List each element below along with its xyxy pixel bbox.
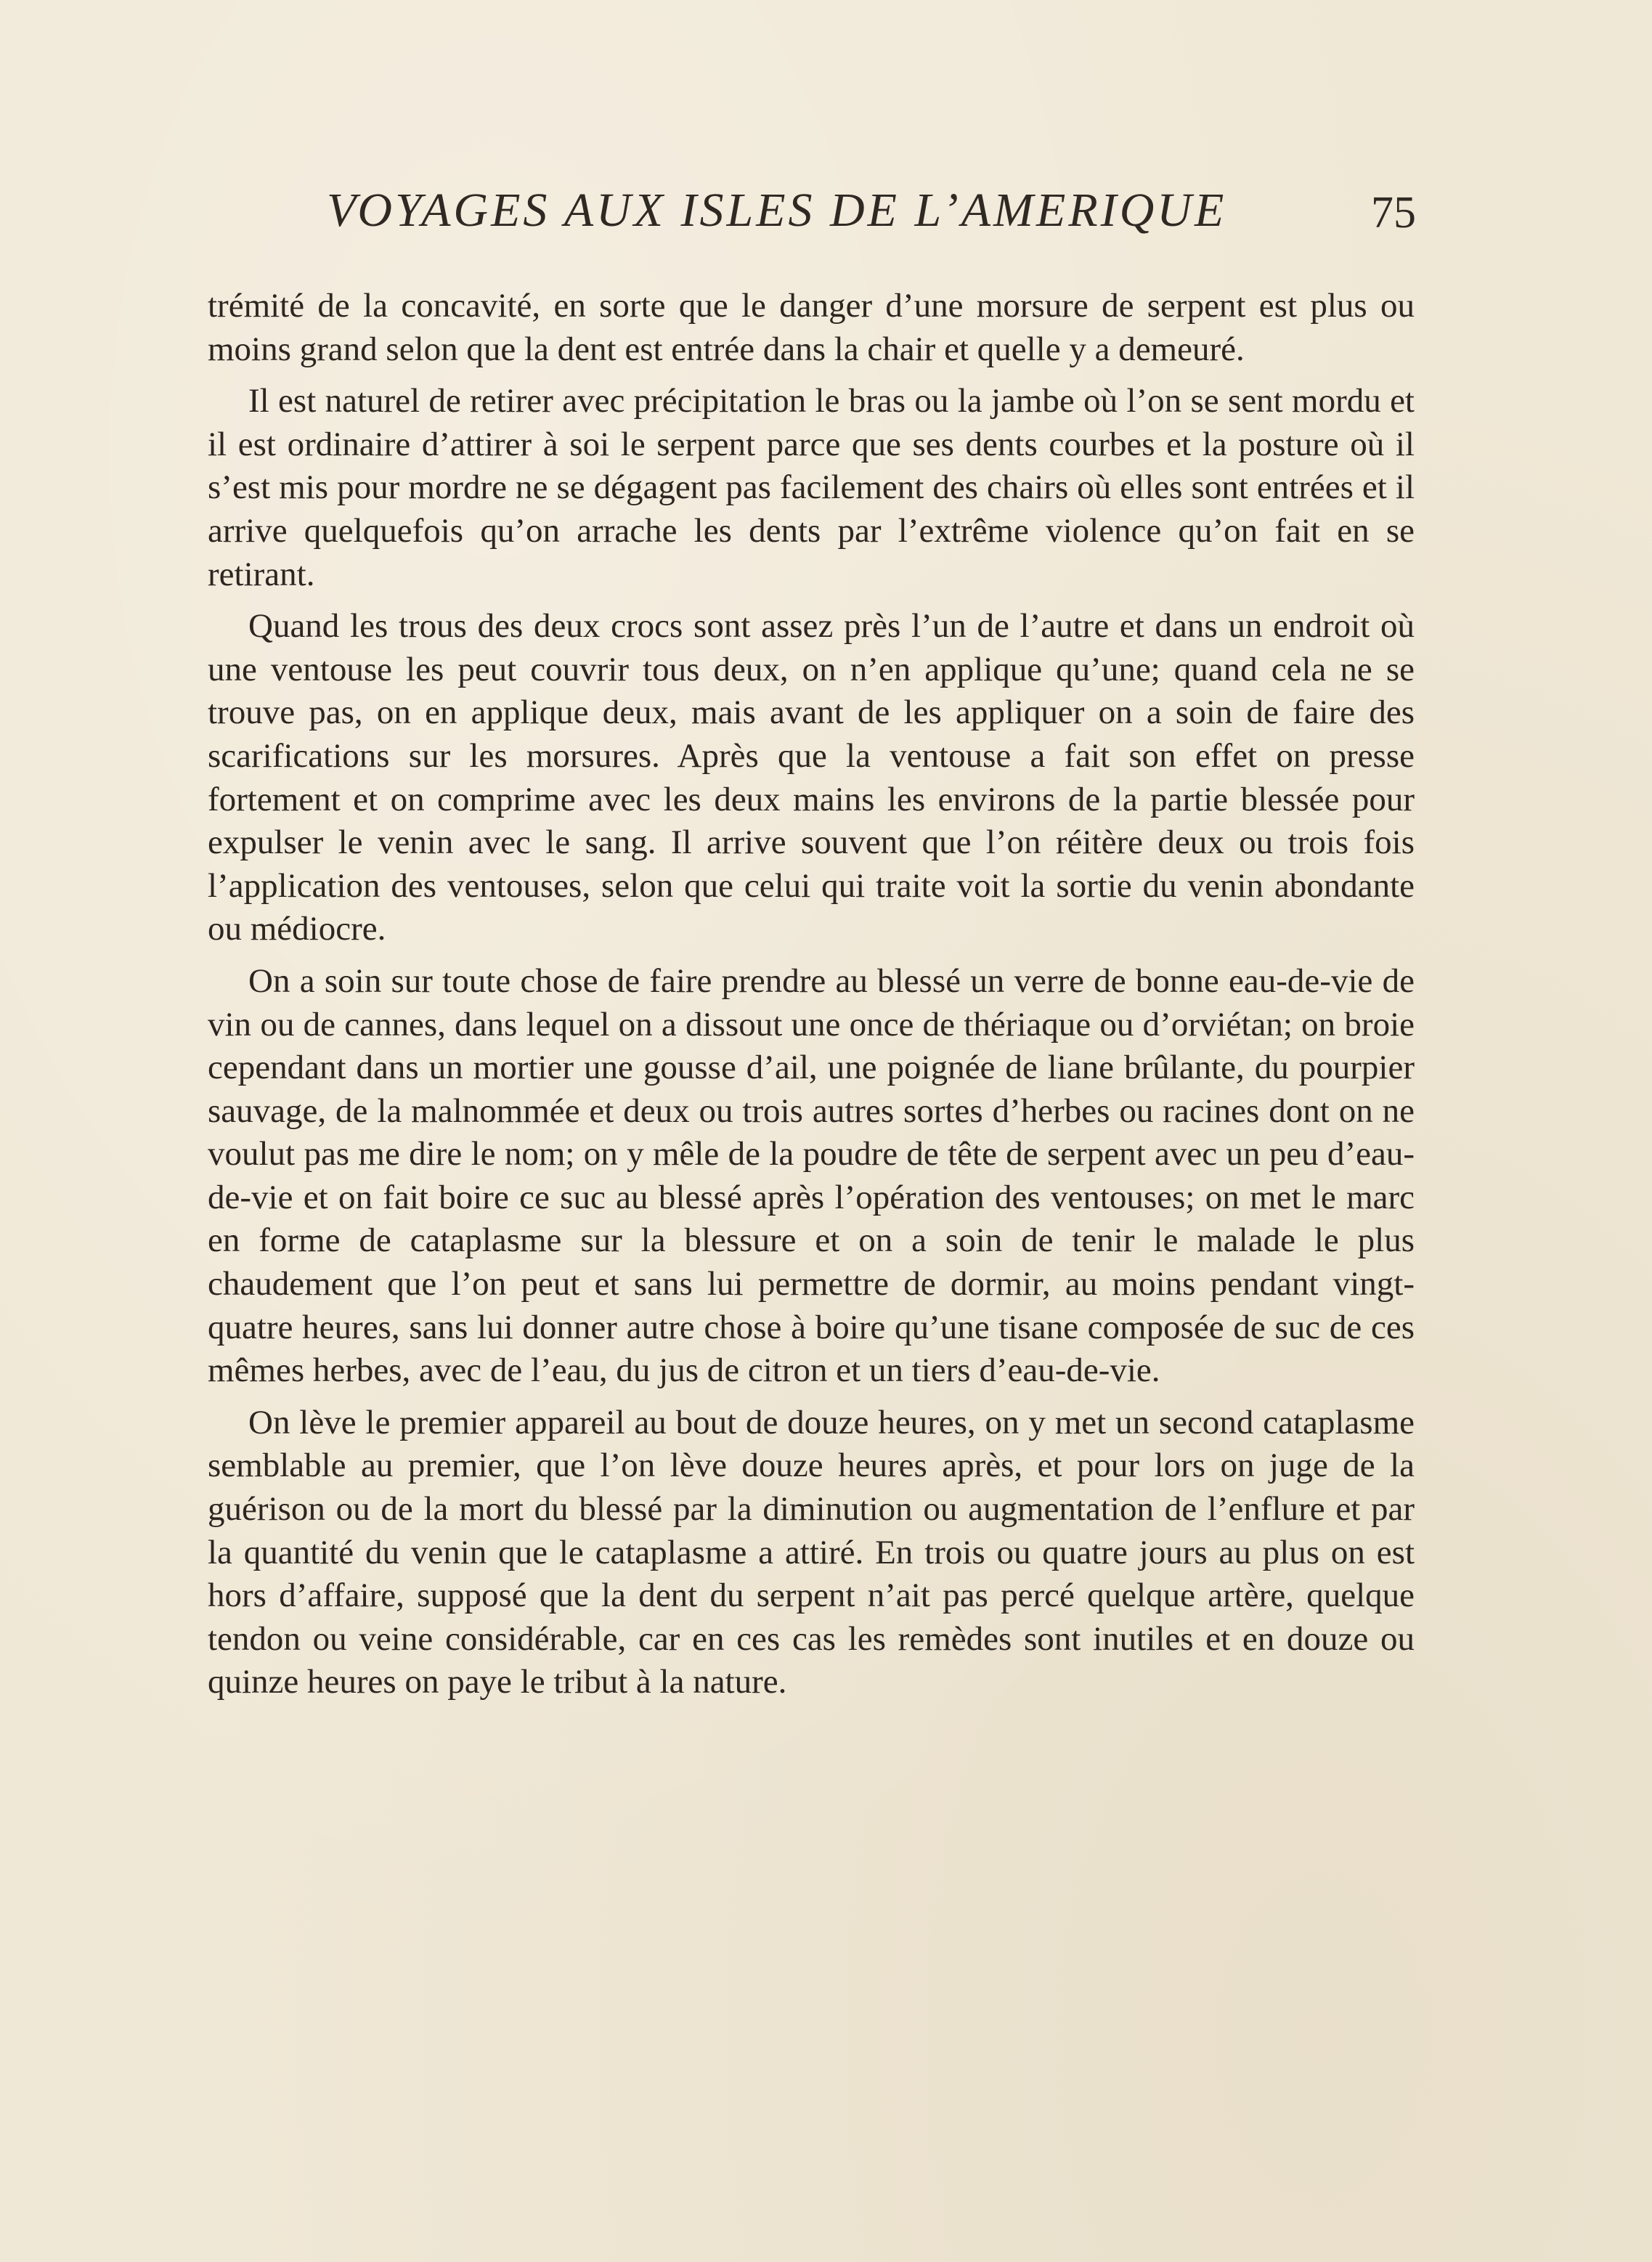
running-title: VOYAGES AUX ISLES DE L’AMERIQUE [327,184,1227,237]
body-text [208,285,1415,1713]
paragraph: Quand les trous des deux crocs sont assez près l’un de l’autre et dans un endroit où une ventouse les peut couvrir tous deux, on n’en applique qu’une; quand cela ne se trouve pas, on en applique deux, mais avant de les appliquer on a soin de faire des scarifications sur les morsures. Après que la ventouse a fait son effet on presse fortement et on comprime avec les deux mains les environs de la partie blessée pour expulser le venin avec le sang. Il arrive souvent que l’on réitère deux ou trois fois l’application des ventouses, selon que celui qui traite voit la sortie du venin abondante ou médiocre. [208,607,1415,948]
page-number: 75 [1371,188,1416,237]
paragraph-continuation: trémité de la concavité, en sorte que le danger d’une morsure de serpent est plus ou moins grand selon que la dent est entrée dans la chair et quelle y a demeuré. [208,287,1415,368]
paragraph: Il est naturel de retirer avec précipitation le bras ou la jambe où l’on se sent mordu et il est ordinaire d’attirer à soi le serpent parce que ses dents courbes et la posture où il s’est mis pour mordre ne se dégagent pas facilement des chairs où elles sont entrées et il arrive quelquefois qu’on arrache les dents par l’extrême violence qu’on fait en se retirant. [208,382,1415,593]
running-header [327,183,1416,248]
paragraph: On a soin sur toute chose de faire prendre au blessé un verre de bonne eau-de-vie de vin ou de cannes, dans lequel on a dissout une once de thériaque ou d’orviétan; on broie cependant dans un mortier une gousse d’ail, une poignée de liane brûlante, du pourpier sauvage, de la malnommée et deux ou trois autres sortes d’herbes ou racines dont on ne voulut pas me dire le nom; on y mêle de la poudre de tête de serpent avec un peu d’eau-de-vie et on fait boire ce suc au blessé après l’opération des ventouses; on met le marc en forme de cataplasme sur la blessure et on a soin de tenir le malade le plus chaudement que l’on peut et sans lui permettre de dormir, au moins pendant vingt-quatre heures, sans lui donner autre chose à boire qu’une tisane composée de suc de ces mêmes herbes, avec de l’eau, du jus de citron et un tiers d’eau-de-vie. [208,961,1415,1390]
paragraph: On lève le premier appareil au bout de douze heures, on y met un second cataplasme semblable au premier, que l’on lève douze heures après, et pour lors on juge de la guérison ou de la mort du blessé par la diminution ou augmentation de l’enflure et par la quantité du venin que le cataplasme a attiré. En trois ou quatre jours au plus on est hors d’affaire, supposé que la dent du serpent n’ait pas percé quelque artère, quelque tendon ou veine considérable, car en ces cas les remèdes sont inutiles et en douze ou quinze heures on paye le tribut à la nature. [208,1403,1415,1701]
